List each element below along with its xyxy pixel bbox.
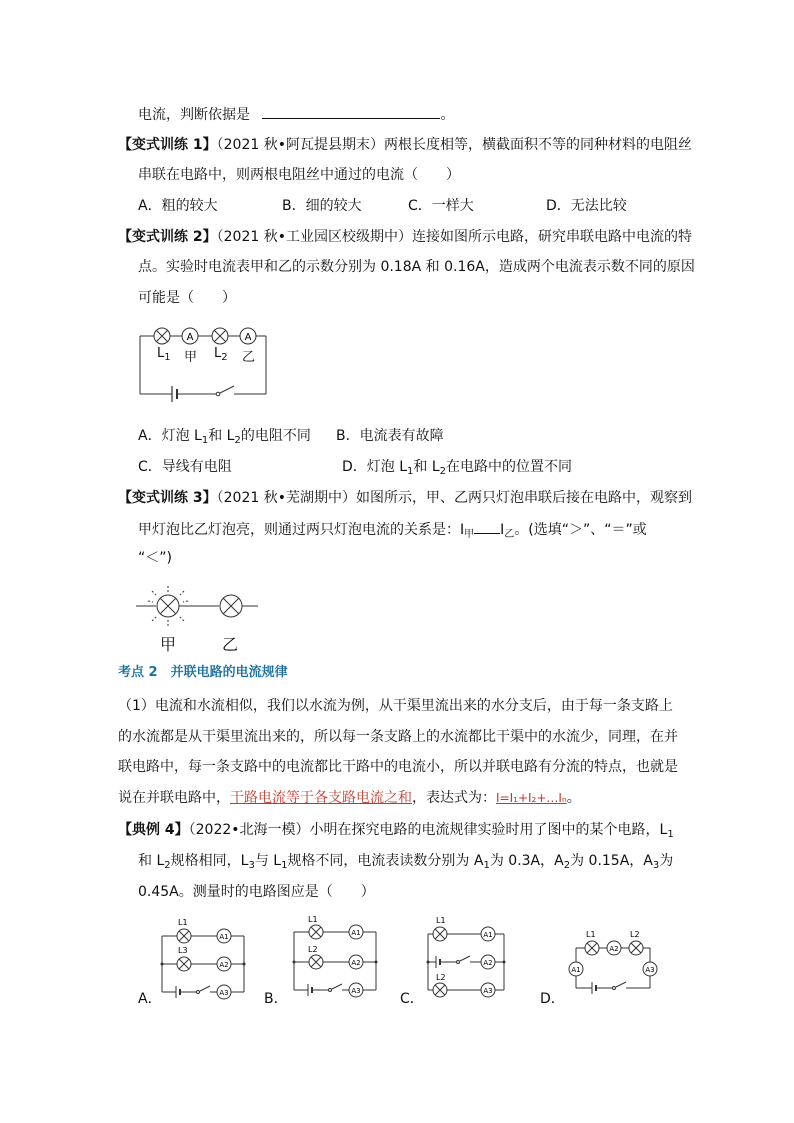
ex2-source: （2021 秋•工业园区校级期中） [216,229,412,245]
top-line [138,104,454,124]
ex4-line2: 和 $L_2$规格相同，$L_3$与 $L_1$规格不同，电流表读数分别为 $A_1$为 0.3A，$A_2$为 0.15A，$A_3$为 [138,853,674,871]
ex2-option-a[interactable]: A．灯泡 $L_1$和 $L_2$的电阻不同 [138,428,311,446]
kp2-para-line4: 说在并联电路中，干路电流等于各支路电流之和，表达式为：I=I₁+I₂+…Iₙ。 [118,790,581,806]
ex4-line3: 0.45A。测量时的电路图应是（ ） [138,884,375,900]
ex2-text1: 连接如图所示电路，研究串联电路中电流的特 [411,229,692,245]
ex4-option-b[interactable]: B． [264,991,288,1007]
ex1-line1 [118,136,692,154]
svg-text:A2: A2 [351,959,361,967]
svg-text:L1: L1 [308,915,318,924]
svg-text:A3: A3 [645,966,655,974]
top-line-text: 电流，判断依据是 [138,107,250,123]
ex2-option-d[interactable]: D．灯泡 $L_1$和 $L_2$在电路中的位置不同 [342,459,573,477]
ex4-circuit-c[interactable] [426,912,522,1004]
svg-text:A1: A1 [351,929,361,937]
ex3-line1 [118,489,692,507]
svg-text:L1: L1 [586,930,596,939]
ex2-fig-l2: $L_2$ [214,346,228,363]
svg-text:L1: L1 [178,918,188,927]
svg-text:L1: L1 [436,916,446,925]
ex1-source: （2021 秋•阿瓦提县期末） [216,137,384,153]
ex4-option-a[interactable]: A． [138,991,162,1007]
ex2-line1 [118,228,692,246]
ex2-option-b[interactable]: B．电流表有故障 [336,428,444,444]
ex1-option-a[interactable]: A．粗的较大 [138,198,218,214]
ex4-circuit-a[interactable] [160,912,256,1004]
top-line-end: 。 [440,107,455,123]
ex3-text1: 如图所示，甲、乙两只灯泡串联后接在电路中，观察到 [355,490,692,506]
svg-text:A2: A2 [219,961,229,969]
ex4-option-d[interactable]: D． [540,991,565,1007]
ex3-line2: 甲灯泡比乙灯泡亮，则通过两只灯泡电流的关系是：$I_甲$ $I_乙$。(选填“＞”、“＝”或 [138,519,647,544]
ex1-text1: 两根长度相等，横截面积不等的同种材料的电阻丝 [383,137,692,153]
ex4-source: （2022•北海一模） [188,822,310,838]
ex1-option-b[interactable]: B．细的较大 [282,198,362,214]
ex1-option-d[interactable]: D．无法比较 [546,198,627,214]
ex3-answer-blank[interactable] [474,519,500,534]
kp2-heading: 考点 2 并联电路的电流规律 [118,665,288,680]
kp2-para-line1: （1）电流和水流相似，我们以水流为例，从干渠里流出来的水分支后，由于每一条支路上 [118,698,673,714]
ex4-option-c[interactable]: C． [400,991,424,1007]
kp2-formula: I=I₁+I₂+…Iₙ [496,791,567,805]
ex2-fig-jia: 甲 [184,350,198,365]
ex2-option-c[interactable]: C．导线有电阻 [138,459,232,475]
ex2-series-circuit [130,322,280,412]
svg-text:L2: L2 [308,945,318,954]
svg-text:A3: A3 [483,987,493,995]
ex3-bulbs-figure [134,583,264,629]
ex4-line1: 【典例 4】（2022•北海一模）小明在探究电路的电流规律实验时用了图中的某个电路，$L_1$ [118,822,674,840]
svg-text:A1: A1 [483,931,493,939]
ex4-circuit-d[interactable] [564,926,664,1002]
ex2-line2: 点。实验时电流表甲和乙的示数分别为 0.18A 和 0.16A，造成两个电流表示数不同的原因 [138,259,695,275]
svg-text:A3: A3 [219,989,229,997]
answer-blank[interactable] [262,104,440,119]
ex4-tag: 【典例 4】 [118,822,189,838]
ex2-tag: 【变式训练 2】 [118,229,217,245]
ex2-fig-l1: $L_1$ [157,346,171,363]
kp2-para-line2: 的水流都是从干渠里流出来的，所以每一条支路上的水流都比干渠中的水流少，同理，在并 [118,729,678,745]
ex3-line3: “＜”) [138,550,172,566]
kp2-para-line3: 联电路中，每一条支路中的电流都比干路中的电流小，所以并联电路有分流的特点，也就是 [118,759,678,775]
svg-text:A2: A2 [483,959,493,967]
svg-text:A2: A2 [609,945,619,953]
ex3-fig-jia: 甲 [160,635,177,654]
ammeter-jia-label: A [186,332,194,343]
ammeter-yi-label: A [244,332,252,343]
ex1-option-c[interactable]: C．一样大 [408,198,474,214]
svg-text:A1: A1 [571,966,581,974]
ex4-circuit-b[interactable] [292,912,388,1004]
ex2-line3: 可能是（ ） [138,290,236,306]
ex1-line2: 串联在电路中，则两根电阻丝中通过的电流（ ） [138,167,460,183]
svg-text:L2: L2 [630,930,640,939]
svg-text:L3: L3 [178,946,188,955]
ex2-fig-yi: 乙 [242,350,256,365]
svg-text:A1: A1 [219,933,229,941]
svg-text:L2: L2 [436,973,446,982]
svg-text:A3: A3 [351,987,361,995]
kp2-rule-highlight: 干路电流等于各支路电流之和 [230,790,412,806]
ex3-fig-yi: 乙 [222,635,239,654]
ex1-tag: 【变式训练 1】 [118,137,217,153]
ex3-source: （2021 秋•芜湖期中） [216,490,356,506]
ex3-tag: 【变式训练 3】 [118,490,217,506]
